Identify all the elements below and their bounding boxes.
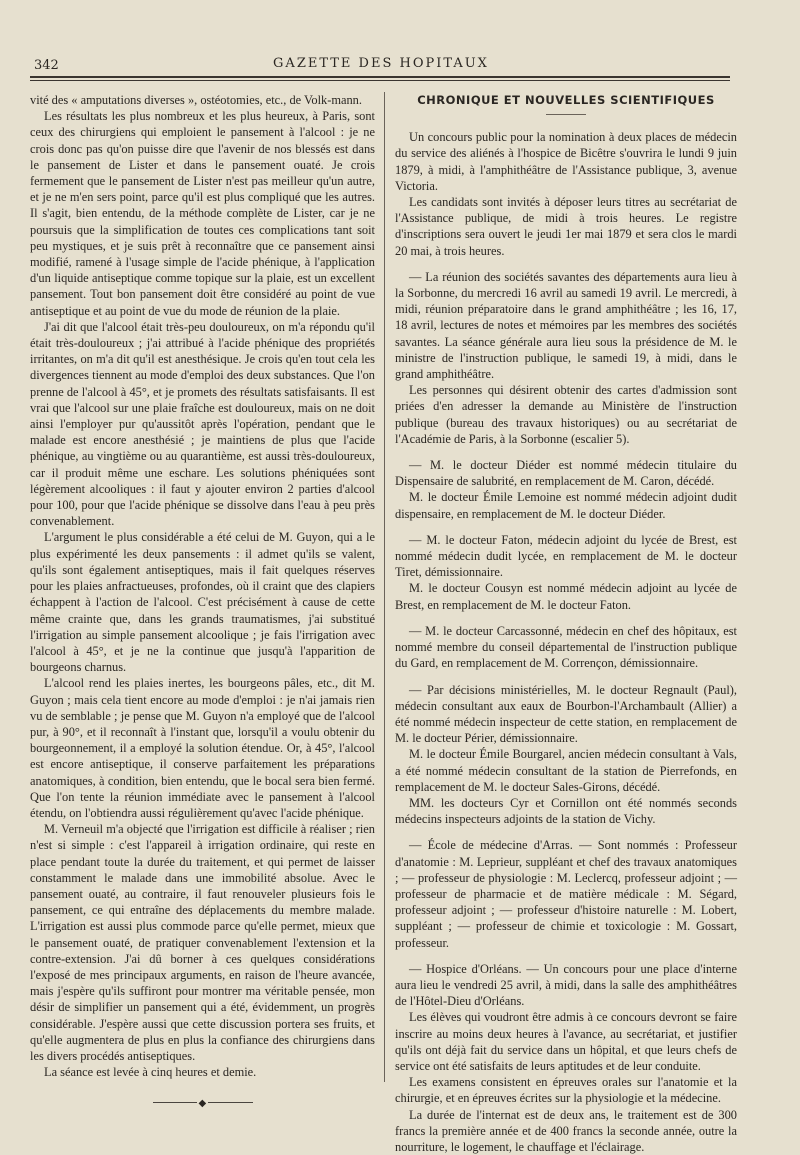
paragraph: Les candidats sont invités à déposer leurs titres au secrétariat de l'Assistance publique, de midi à trois heures. Le registre d'inscriptions sera ouvert le jeudi 1er mai 1879 et sera clos le mardi 20 mai, à trois heures. <box>395 195 737 258</box>
closing-line: La séance est levée à cinq heures et demie. <box>44 1065 257 1080</box>
paragraph: — Hospice d'Orléans. — Un concours pour une place d'interne aura lieu le vendredi 25 avril, à midi, dans la salle des amphithéâtres de l'Hôtel-Dieu d'Orléans. <box>395 961 737 1009</box>
section-title-rule <box>546 114 586 115</box>
paragraph: Un concours public pour la nomination à deux places de médecin du service des aliénés à l'hospice de Bicêtre s'ouvrira le lundi 9 juin 1879, à midi, à l'amphithéâtre de l'Assistance publique, 3, avenue Victoria. <box>395 130 737 193</box>
right-column <box>395 92 737 1154</box>
paragraph: Les examens consistent en épreuves orales sur l'anatomie et la chirurgie, et en épreuves écrites sur la physiologie et la médecine. <box>395 1075 737 1106</box>
paragraph: — M. le docteur Faton, médecin adjoint du lycée de Brest, est nommé médecin dudit lycée, en remplacement de M. le docteur Tiret, démissionnaire. <box>395 532 737 580</box>
paragraph: M. le docteur Émile Bourgarel, ancien médecin consultant à Vals, a été nommé médecin consultant de la station de Pierrefonds, en remplacement de M. le docteur Sales-Girons, décédé. <box>395 747 737 794</box>
column-divider <box>384 92 385 1082</box>
paragraph: — Par décisions ministérielles, M. le docteur Regnault (Paul), médecin consultant aux eaux de Bourbon-l'Archambault (Allier) a été nommé médecin inspecteur de cette station, en remplacement de M. le docteur Périer, démissionnaire. <box>395 682 737 746</box>
end-ornament: ◆ <box>197 1096 209 1112</box>
paragraph: L'argument le plus considérable a été celui de M. Guyon, qui a le plus expérimenté les deux pansements : il admet qu'ils se valent, qu'ils sont également antiseptiques, mais il fait quelques réserves pour les plaies anfractueuses, profondes, où il craint que des clapiers échappent à l'action de l'alcool. C'est précisément à cause de cette même crainte que, dans les grands traumatismes, j'ai substitué l'irrigation au simple pansement alcoolique ; je fais l'irrigation avec l'alcool à 45°, et je ne la continue que jusqu'à l'apparition de bourgeons charnus. <box>30 530 375 675</box>
end-ornament-rule <box>153 1098 253 1110</box>
paragraph: La durée de l'internat est de deux ans, le traitement est de 300 francs la première année et de 400 francs la seconde année, outre la nourriture, le logement, le chauffage et l'éclairage. <box>395 1107 737 1154</box>
page-number: 342 <box>34 58 59 73</box>
paragraph: J'ai dit que l'alcool était très-peu douloureux, on m'a répondu qu'il était très-douloureux ; j'ai attribué à l'acide phénique des propriétés irritantes, on m'a dit qu'il est anesthésique. Je crois qu'en tout cela les divergences tiennent au mode d'emploi des deux substances. Que l'on prenne de l'alcool à 45°, et je promets des résultats satisfaisants. Il est vrai que l'alcool sur une plaie fraîche est douloureux, mais on ne doit ainsi l'employer pur qu'aussitôt après l'opération, pendant que le malade est encore anesthésié ; je maintiens de plus que l'acide phénique, au vingtième ou au quarantième, est aussi très-douloureux, car il produit même une eschare. Les solutions phéniquées sont légèrement alcooliques : il faut y ajouter environ 2 parties d'alcool pour 100, pour que l'acide phénique se dissolve dans l'eau à peu près convenablement. <box>30 319 375 529</box>
paragraph: M. le docteur Cousyn est nommé médecin adjoint au lycée de Brest, en remplacement de M. le docteur Faton. <box>395 581 737 612</box>
paragraph: — M. le docteur Diéder est nommé médecin titulaire du Dispensaire de salubrité, en remplacement de M. Caron, décédé. <box>395 458 737 489</box>
header-rule <box>30 76 730 78</box>
paragraph: L'alcool rend les plaies inertes, les bourgeons pâles, etc., dit M. Guyon ; mais cela tient encore au mode d'emploi : je n'ai jamais rien vu de semblable ; je pense que M. Guyon n'a employé que de l'alcool pur, à 90°, et il reconnaît à l'instant que, lorsqu'il a voulu obtenir du bourgeonnement, il a employé la solution étendue. Or, à 45°, l'alcool est encore antiseptique, il conserve parfaitement les préparations anatomiques, à condition, bien entendu, que le bocal sera bien fermé. Que l'on tente la réunion immédiate avec le pansement à l'alcool étendu, on l'obtiendra aussi régulièrement qu'avec l'acide phénique. <box>30 676 375 820</box>
paragraph: vité des « amputations diverses », ostéotomies, etc., de Volk-mann. <box>30 93 362 107</box>
journal-title: GAZETTE DES HOPITAUX <box>273 56 489 71</box>
paragraph: MM. les docteurs Cyr et Cornillon ont été nommés seconds médecins inspecteurs adjoints de la station de Vichy. <box>395 795 737 827</box>
paragraph: M. le docteur Émile Lemoine est nommé médecin adjoint dudit dispensaire, en remplacement de M. le docteur Diéder. <box>395 490 737 521</box>
paragraph: Les résultats les plus nombreux et les plus heureux, à Paris, sont ceux des chirurgiens qui emploient le pansement à l'alcool : je ne crois donc pas qu'on puisse dire que l'avenir de nos blessés est dans le pansement de Lister et dans le pansement ouaté. Je crois fermement que le pansement de Lister n'est pas meilleur qu'un autre, et je ne m'en sers point, parce qu'il est plus compliqué que les autres. Il s'agit, bien entendu, de la méthode complète de Lister, car je ne poursuis que la simplification de toutes ces complications tant soit peu mystiques, et je suis prêt à reconnaître que ce pansement ainsi modifié, ramené à l'usage simple de l'acide phénique, à l'application d'un liquide antiseptique comme topique sur la plaie, est un excellent pansement. Tout bon pansement doit être considéré au point de vue antiseptique et au point de vue du mode de réunion de la plaie. <box>30 109 375 318</box>
left-column <box>30 92 375 1110</box>
paragraph: Les personnes qui désirent obtenir des cartes d'admission sont priées d'en adresser la demande au Ministère de l'instruction publique (bureau des travaux historiques) ou au secrétariat de l'Académie de Paris, à la Sorbonne (escalier 5). <box>395 383 737 446</box>
page-header <box>30 52 732 78</box>
paragraph: — M. le docteur Carcassonné, médecin en chef des hôpitaux, est nommé membre du conseil départemental de l'instruction publique du Gard, en remplacement de M. Corrençon, démissionnaire. <box>395 623 737 671</box>
header-rule-thin <box>30 80 730 81</box>
paragraph: Les élèves qui voudront être admis à ce concours devront se faire inscrire au moins deux heures à l'avance, au secrétariat, et justifier qu'ils ont déjà fait du service dans un hôpital, et que leurs chefs de service ont été satisfaits de leurs aptitudes et de leur conduite. <box>395 1010 737 1073</box>
paragraph: M. Verneuil m'a objecté que l'irrigation est difficile à réaliser ; rien n'est si simple : c'est l'appareil à irrigation ordinaire, qui reste en place pendant toute la durée du traitement, et qui permet de laisser constamment le malade dans une immobilité absolue. Avec le pansement ouaté, au contraire, il faut renouveler plusieurs fois le pansement, ce qui entraîne des déplacements du membre malade. L'irrigation est aussi plus commode parce qu'elle permet, mieux que le pansement ouaté, de pratiquer convenablement l'extension et la contre-extension. J'ai dû borner à ces quelques considérations l'exposé de mes principaux arguments, en raison de l'heure avancée, mais j'espère qu'ils suffiront pour montrer ma véritable pensée, mon désir de simplifier un pansement qui a été, évidemment, un progrès considérable. J'espère aussi que cette discussion portera ses fruits, et qu'elle augmentera de plus en plus la confiance des chirurgiens dans les divers procédés antiseptiques. <box>30 822 375 1063</box>
section-title: CHRONIQUE ET NOUVELLES SCIENTIFIQUES <box>417 93 715 107</box>
paragraph: — École de médecine d'Arras. — Sont nommés : Professeur d'anatomie : M. Leprieur, suppléant et chef des travaux anatomiques ; — professeur de physiologie : M. Leclercq, professeur adjoint ; — professeur de pharmacie et de matière médicale : M. Ségard, professeur adjoint ; — professeur d'histoire naturelle : M. Lobert, suppléant ; — professeur de chimie et toxicologie : M. Gossart, professeur. <box>395 838 737 950</box>
paragraph: — La réunion des sociétés savantes des départements aura lieu à la Sorbonne, du mercredi 16 avril au samedi 19 avril. Le mercredi, à midi, réunion préparatoire dans le grand amphithéâtre ; les 16, 17, 18 avril, lectures de notes et mémoires par les membres des sociétés savantes. La séance générale aura lieu sous la présidence de M. le ministre de l'instruction publique, le samedi 19, à midi, dans le grand amphithéâtre. <box>395 269 737 382</box>
